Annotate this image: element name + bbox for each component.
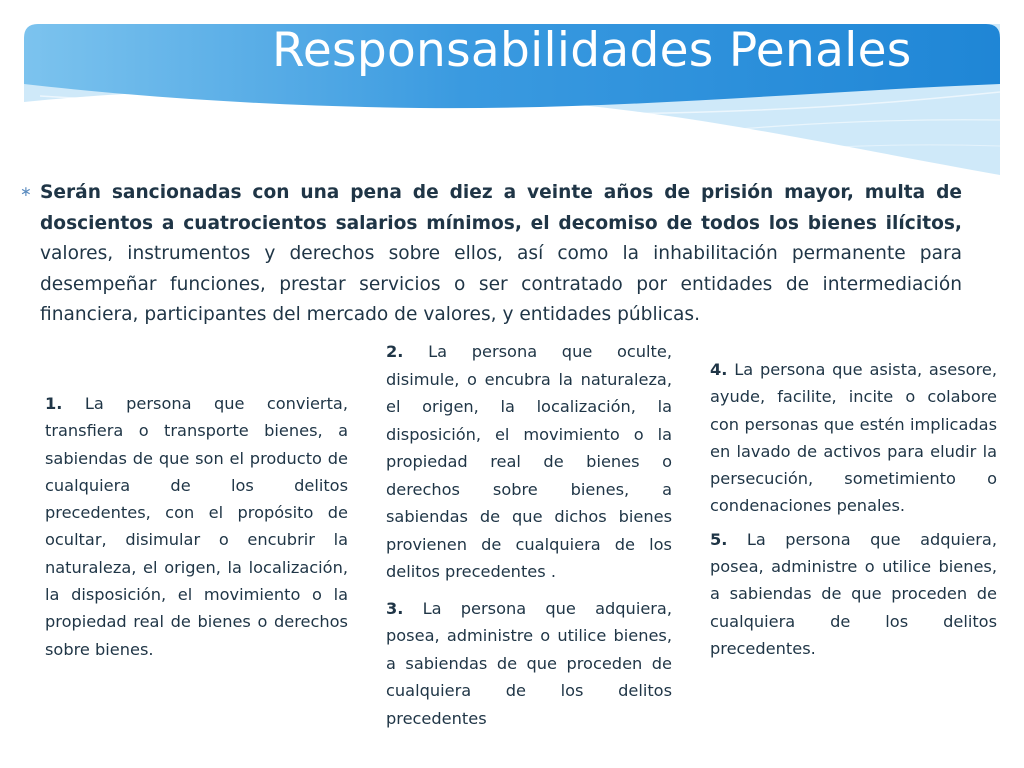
item-number: 3. xyxy=(386,598,404,618)
list-item xyxy=(710,526,997,662)
slide-title: Responsabilidades Penales xyxy=(272,23,912,78)
item-text: La persona que adquiera, posea, administre o utilice bienes, a sabiendas de que proceden de cualquiera de los delitos precedentes xyxy=(386,598,672,728)
list-item xyxy=(386,595,672,733)
item-number: 2. xyxy=(386,342,404,361)
intro-bold-text: Serán sancionadas con una pena de diez a veinte años de prisión mayor, multa de doscientos a cuatrocientos salarios mínimos, el decomiso de todos los bienes ilícitos, xyxy=(40,182,962,234)
intro-regular-text: valores, instrumentos y derechos sobre ellos, así como la inhabilitación permanente para desempeñar funciones, prestar servicios o ser contratado por entidades de intermediación financiera, participantes del mercado de valores, y entidades públicas. xyxy=(40,243,962,325)
list-item xyxy=(386,338,672,586)
intro-paragraph xyxy=(40,178,962,331)
list-item xyxy=(710,356,997,520)
list-item xyxy=(45,390,348,663)
item-text: La persona que adquiera, posea, administre o utilice bienes, a sabiendas de que proceden de cualquiera de los delitos precedentes. xyxy=(710,529,997,658)
item-number: 5. xyxy=(710,529,728,549)
item-number: 1. xyxy=(45,394,63,413)
column-left xyxy=(45,390,348,663)
item-number: 4. xyxy=(710,360,728,379)
item-text: La persona que convierta, transfiera o transporte bienes, a sabiendas de que son el producto de cualquiera de los delitos precedentes, con el propósito de ocultar, disimular o encubrir la naturaleza, el origen, la localización, la disposición, el movimiento o la propiedad real de bienes o derechos sobre bienes. xyxy=(45,394,348,659)
column-right xyxy=(710,356,997,662)
column-middle xyxy=(386,338,672,732)
asterisk-bullet-icon: ∗ xyxy=(20,184,32,200)
item-text: La persona que oculte, disimule, o encubra la naturaleza, el origen, la localización, la disposición, el movimiento o la propiedad real de bienes o derechos sobre bienes, a sabiendas de que dichos bienes provienen de cualquiera de los delitos precedentes . xyxy=(386,342,672,581)
item-text: La persona que asista, asesore, ayude, facilite, incite o colabore con personas que estén implicadas en lavado de activos para eludir la persecución, sometimiento o condenaciones penales. xyxy=(710,360,997,516)
